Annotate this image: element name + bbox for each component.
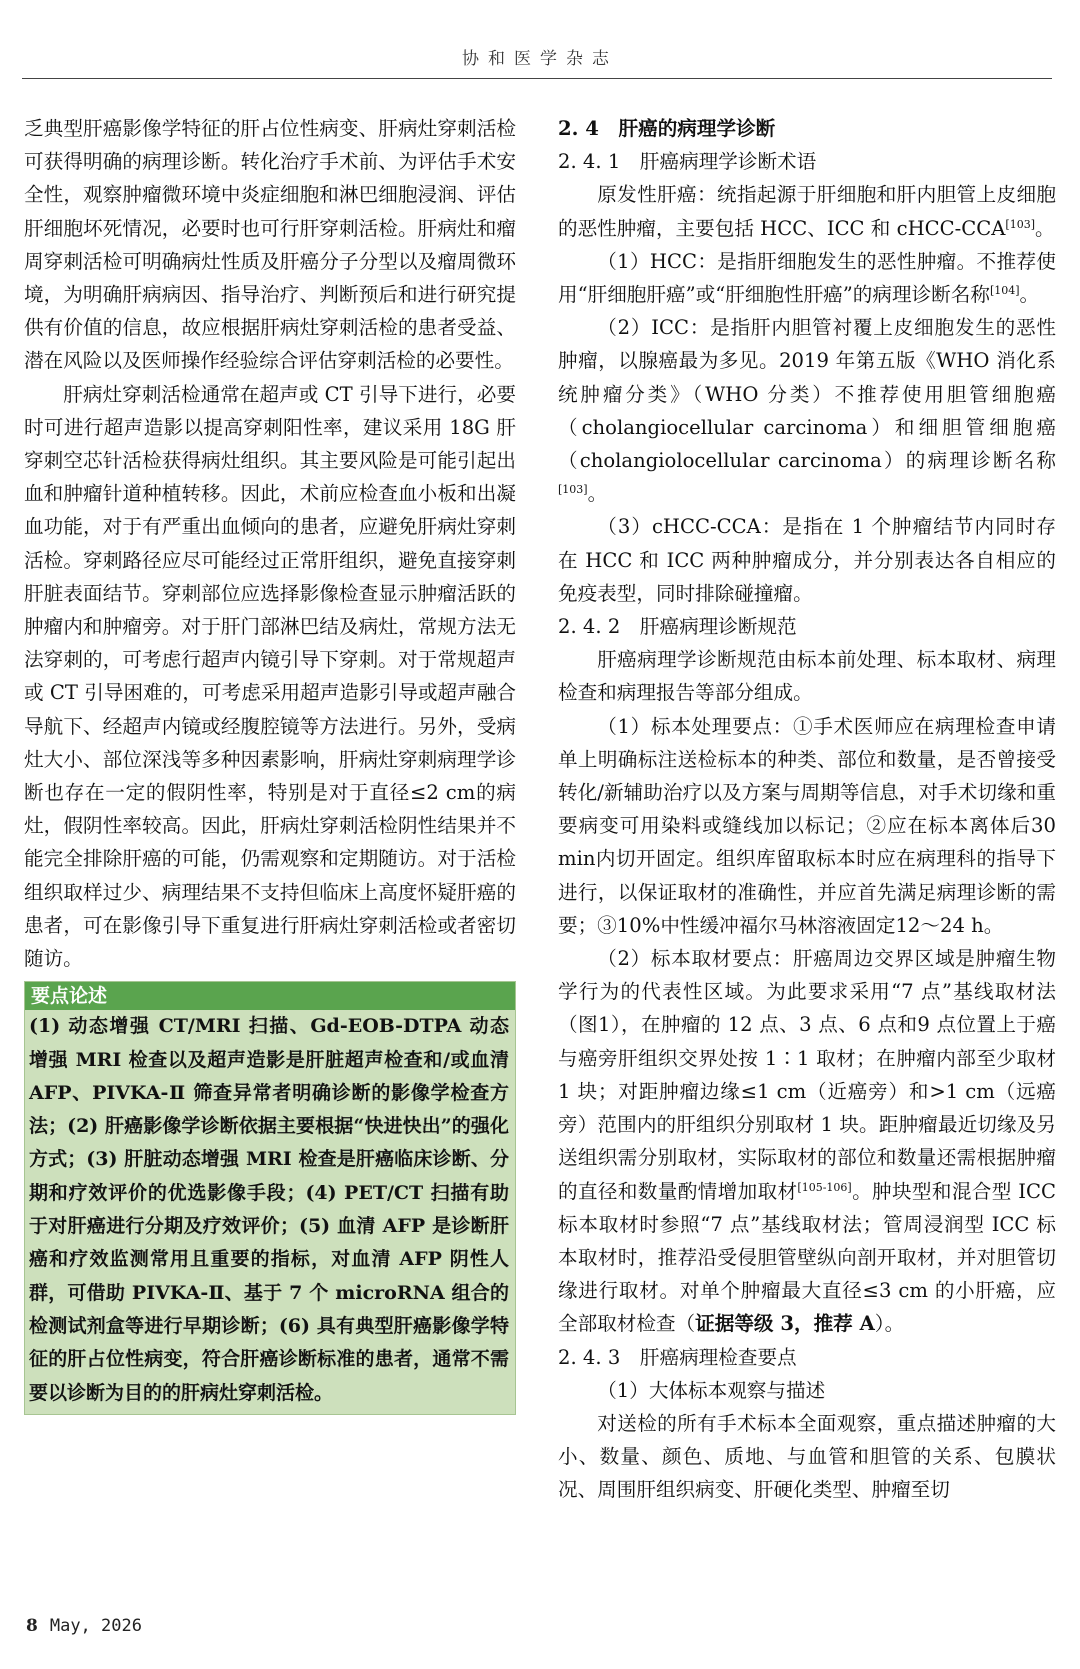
paragraph-text: （2）ICC：是指肝内胆管衬覆上皮细胞发生的恶性肿瘤，以腺癌最为多见。2019 年第五版《WHO 消化系统肿瘤分类》（WHO 分类）不推荐使用胆管细胞癌（cholangiocellular carcinoma）和细胆管细胞癌（cholangiolocellular carcinoma）的病理诊断名称 bbox=[558, 316, 1056, 473]
citation: [104] bbox=[989, 284, 1020, 298]
paragraph: （1）大体标本观察与描述 bbox=[597, 1378, 826, 1402]
paragraph: （1）标本处理要点：①手术医师应在病理检查申请单上明确标注送检标本的种类、部位和数量，是否曾接受转化/新辅助治疗以及方案与周期等信息，对手术切缘和重要病变可用染料或缝线加以标记；②应在标本离体后30 min内切开固定。组织库留取标本时应在病理科的指导下进行，以保证取材的准确性，并应首先满足病理诊断的需要；③10%中性缓冲福尔马林溶液固定12～24 h。 bbox=[558, 714, 1056, 937]
paragraph: （2）ICC：是指肝内胆管衬覆上皮细胞发生的恶性肿瘤，以腺癌最为多见。2019 年第五版《WHO 消化系统肿瘤分类》（WHO 分类）不推荐使用胆管细胞癌（cholangiocellular carcinoma）和细胆管细胞癌（cholangiolocellular carcinoma）的病理诊断名称[103]。 bbox=[558, 316, 1056, 506]
paragraph: 对送检的所有手术标本全面观察，重点描述肿瘤的大小、数量、颜色、质地、与血管和胆管的关系、包膜状况、周围肝组织病变、肝硬化类型、肿瘤至切 bbox=[558, 1411, 1056, 1502]
paragraph-text: 。肿块型和混合型 ICC 标本取材时参照“7 点”基线取材法；管周浸润型 ICC 标本取材时，推荐沿受侵胆管壁纵向剖开取材，并对胆管切缘进行取材。对单个肿瘤最大直径≤3 cm 的小肝癌，应全部取材检查（ bbox=[558, 1179, 1057, 1336]
subsection-heading: 2. 4. 3 肝癌病理检查要点 bbox=[558, 1345, 797, 1369]
paragraph-text: ）。 bbox=[874, 1312, 905, 1336]
paragraph: （1）HCC：是指肝细胞发生的恶性肿瘤。不推荐使用“肝细胞肝癌”或“肝细胞性肝癌”的病理诊断名称[104]。 bbox=[558, 249, 1056, 307]
page-number: 8 bbox=[26, 1616, 38, 1636]
issue-date: May, 2026 bbox=[49, 1616, 142, 1636]
citation: [105-106] bbox=[797, 1180, 852, 1194]
paragraph: 肝癌病理学诊断规范由标本前处理、标本取材、病理检查和病理报告等部分组成。 bbox=[558, 648, 1056, 705]
journal-header: 协和医学杂志 bbox=[462, 49, 618, 69]
key-points-text: (1) 动态增强 CT/MRI 扫描、Gd-EOB-DTPA 动态增强 MRI 检查以及超声造影是肝脏超声检查和/或血清 AFP、PIVKA-Ⅱ 筛查异常者明确诊断的影像学检查方法；(2) 肝癌影像学诊断依据主要根据“快进快出”的强化方式；(3) 肝脏动态增强 MRI 检查是肝癌临床诊断、分期和疗效评价的优选影像手段；(4) PET/CT 扫描有助于对肝癌进行分期及疗效评价；(5) 血清 AFP 是诊断肝癌和疗效监测常用且重要的指标，对血清 AFP 阴性人群，可借助 PIVKA-Ⅱ、基于 7 个 microRNA 组合的检测试剂盒等进行早期诊断；(6) 具有典型肝癌影像学特征的肝占位性病变，符合肝癌诊断标准的患者，通常不需要以诊断为目的的肝病灶穿刺活检。 bbox=[29, 1015, 509, 1404]
paragraph: 乏典型肝癌影像学特征的肝占位性病变、肝病灶穿刺活检可获得明确的病理诊断。转化治疗手术前、为评估手术安全性，观察肿瘤微环境中炎症细胞和淋巴细胞浸润、评估肝细胞坏死情况，必要时也可行肝穿刺活检。肝病灶和瘤周穿刺活检可明确病灶性质及肝癌分子分型以及瘤周微环境，为明确肝病病因、指导治疗、判断预后和进行研究提供有价值的信息，故应根据肝病灶穿刺活检的患者受益、潜在风险以及医师操作经验综合评估穿刺活检的必要性。 bbox=[24, 117, 516, 373]
subsection-heading: 2. 4. 1 肝癌病理学诊断术语 bbox=[558, 150, 817, 174]
paragraph: 原发性肝癌：统指起源于肝细胞和肝内胆管上皮细胞的恶性肿瘤，主要包括 HCC、ICC 和 cHCC-CCA[103]。 bbox=[558, 183, 1056, 240]
paragraph: 肝病灶穿刺活检通常在超声或 CT 引导下进行，必要时可进行超声造影以提高穿刺阳性率，建议采用 18G 肝穿刺空芯针活检获得病灶组织。其主要风险是可能引起出血和肿瘤针道种植转移。因此，术前应检查血小板和出凝血功能，对于有严重出血倾向的患者，应避免肝病灶穿刺活检。穿刺路径应尽可能经过正常肝组织，避免直接穿刺肝脏表面结节。穿刺部位应选择影像检查显示肿瘤活跃的肿瘤内和肿瘤旁。对于肝门部淋巴结及病灶，常规方法无法穿刺的，可考虑行超声内镜引导下穿刺。对于常规超声或 CT 引导困难的，可考虑采用超声造影引导或超声融合导航下、经超声内镜或经腹腔镜等方法进行。另外，受病灶大小、部位深浅等多种因素影响，肝病灶穿刺病理学诊断也存在一定的假阴性率，特别是对于直径≤2 cm的病灶，假阴性率较高。因此，肝病灶穿刺活检阴性结果并不能完全排除肝癌的可能，仍需观察和定期随访。对于活检组织取样过少、病理结果不支持但临床上高度怀疑肝癌的患者，可在影像引导下重复进行肝病灶穿刺活检或者密切随访。 bbox=[24, 382, 516, 971]
evidence-level: 证据等级 3，推荐 A bbox=[695, 1312, 875, 1336]
subsection-heading: 2. 4. 2 肝癌病理诊断规范 bbox=[558, 615, 797, 639]
header-rule bbox=[22, 78, 1052, 79]
left-column bbox=[24, 112, 516, 1415]
right-column bbox=[558, 112, 1056, 1507]
paragraph-text: （1）HCC：是指肝细胞发生的恶性肿瘤。不推荐使用“肝细胞肝癌”或“肝细胞性肝癌”的病理诊断名称 bbox=[558, 249, 1056, 307]
paragraph-text: 原发性肝癌：统指起源于肝细胞和肝内胆管上皮细胞的恶性肿瘤，主要包括 HCC、ICC 和 cHCC-CCA bbox=[558, 183, 1056, 240]
page-footer bbox=[26, 1616, 142, 1636]
paragraph: （3）cHCC-CCA：是指在 1 个肿瘤结节内同时存在 HCC 和 ICC 两种肿瘤成分，并分别表达各自相应的免疫表型，同时排除碰撞瘤。 bbox=[558, 515, 1056, 605]
citation: [103] bbox=[1005, 217, 1035, 231]
paragraph bbox=[558, 942, 1056, 1340]
section-heading: 2. 4 肝癌的病理学诊断 bbox=[558, 117, 776, 140]
citation: [103] bbox=[558, 483, 588, 497]
key-points-title: 要点论述 bbox=[25, 982, 515, 1010]
paragraph-text: （2）标本取材要点：肝癌周边交界区域是肿瘤生物学行为的代表性区域。为此要求采用“7 点”基线取材法（图1），在肿瘤的 12 点、3 点、6 点和9 点位置上于癌与癌旁肝组织交界处按 1∶1 取材；在肿瘤内部至少取材 1 块；对距肿瘤边缘≤1 cm（近癌旁）和>1 cm（远癌旁）范围内的肝组织分别取材 1 块。距肿瘤最近切缘及另送组织需分别取材，实际取材的部位和数量还需根据肿瘤的直径和数量酌情增加取材 bbox=[558, 947, 1056, 1203]
key-points-box bbox=[24, 981, 516, 1415]
